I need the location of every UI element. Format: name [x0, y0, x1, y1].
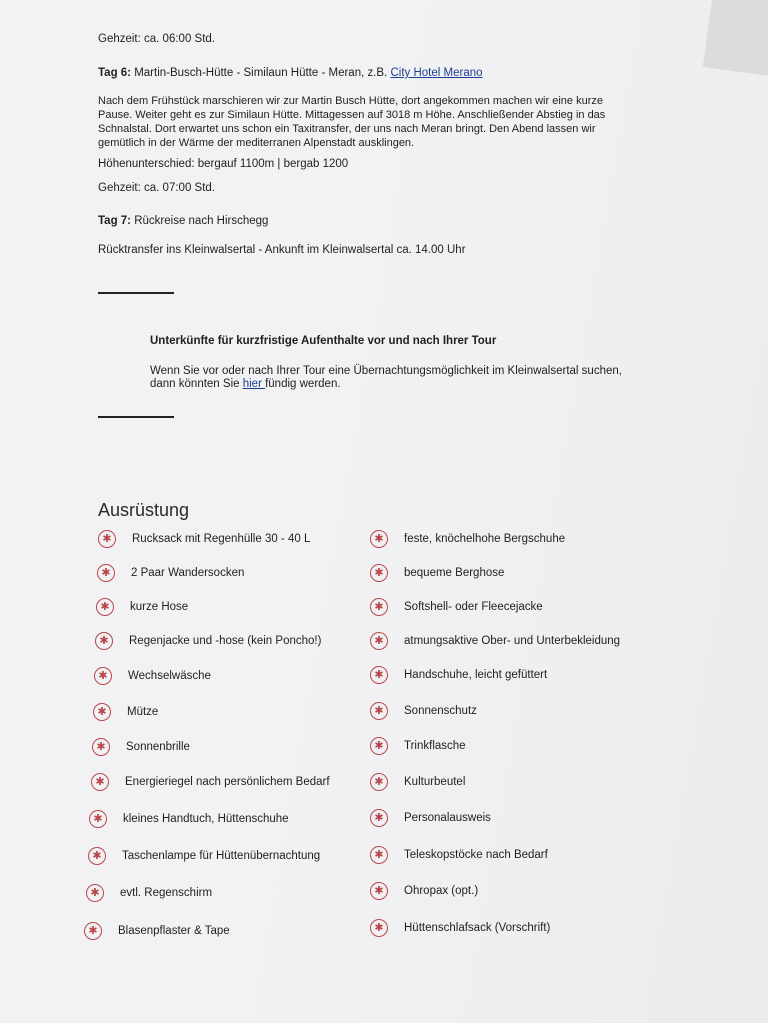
equipment-left-label: Rucksack mit Regenhülle 30 - 40 L	[132, 533, 311, 545]
day6-label: Tag 6:	[98, 67, 132, 79]
equipment-right-label: Softshell- oder Fleecejacke	[404, 601, 543, 613]
equipment-right-item	[370, 598, 543, 616]
asterisk-badge-icon: ✱	[96, 598, 114, 616]
gehzeit-day5: Gehzeit: ca. 06:00 Std.	[98, 33, 215, 45]
asterisk-badge-icon: ✱	[86, 884, 104, 902]
asterisk-badge-icon: ✱	[95, 632, 113, 650]
day7-label: Tag 7:	[98, 215, 132, 227]
asterisk-badge-icon: ✱	[89, 810, 107, 828]
page-corner	[703, 0, 768, 76]
asterisk-badge-icon: ✱	[370, 882, 388, 900]
accommodation-title: Unterkünfte für kurzfristige Aufenthalte vor und nach Ihrer Tour	[150, 335, 497, 347]
accommodation-line2-pre: dann könnten Sie	[150, 378, 243, 390]
asterisk-badge-icon: ✱	[97, 564, 115, 582]
equipment-left-item	[94, 667, 211, 685]
equipment-right-label: Kulturbeutel	[404, 776, 466, 788]
equipment-left-label: Blasenpflaster & Tape	[118, 925, 230, 937]
equipment-right-item	[370, 773, 465, 791]
day6-heading	[98, 66, 483, 80]
equipment-right-label: Teleskopstöcke nach Bedarf	[404, 849, 548, 861]
equipment-right-label: Sonnenschutz	[404, 705, 477, 717]
asterisk-badge-icon: ✱	[370, 702, 388, 720]
asterisk-badge-icon: ✱	[370, 737, 388, 755]
equipment-right-label: bequeme Berghose	[404, 567, 505, 579]
equipment-title: Ausrüstung	[98, 500, 190, 520]
asterisk-badge-icon: ✱	[91, 773, 109, 791]
asterisk-badge-icon: ✱	[370, 666, 388, 684]
asterisk-badge-icon: ✱	[370, 530, 388, 548]
equipment-left-label: Mütze	[127, 706, 159, 718]
equipment-left-item	[97, 564, 244, 582]
equipment-left-label: evtl. Regenschirm	[120, 887, 213, 899]
day7-description: Rücktransfer ins Kleinwalsertal - Ankunft im Kleinwalsertal ca. 14.00 Uhr	[98, 244, 466, 256]
equipment-right-item	[370, 737, 466, 755]
day7-heading	[98, 214, 268, 228]
asterisk-badge-icon: ✱	[370, 598, 388, 616]
equipment-left-label: Regenjacke und -hose (kein Poncho!)	[129, 635, 322, 647]
equipment-left-item	[91, 773, 330, 791]
equipment-left-label: Taschenlampe für Hüttenübernachtung	[122, 850, 321, 862]
equipment-right-label: Hüttenschlafsack (Vorschrift)	[404, 922, 551, 934]
day7-route: Rückreise nach Hirschegg	[131, 215, 269, 227]
equipment-left-item	[98, 530, 310, 548]
day6-gehzeit: Gehzeit: ca. 07:00 Std.	[98, 182, 215, 194]
divider-2	[98, 416, 174, 418]
asterisk-badge-icon: ✱	[94, 667, 112, 685]
equipment-right-item	[370, 846, 548, 864]
accommodation-line2	[150, 377, 341, 391]
asterisk-badge-icon: ✱	[88, 847, 106, 865]
equipment-right-label: atmungsaktive Ober- und Unterbekleidung	[404, 635, 621, 647]
equipment-left-item	[93, 703, 158, 721]
asterisk-badge-icon: ✱	[370, 632, 388, 650]
equipment-right-item	[370, 530, 565, 548]
day6-elevation: Höhenunterschied: bergauf 1100m | bergab 1200	[98, 158, 349, 170]
asterisk-badge-icon: ✱	[93, 703, 111, 721]
asterisk-badge-icon: ✱	[370, 809, 388, 827]
equipment-right-label: Ohropax (opt.)	[404, 885, 479, 897]
equipment-right-label: Personalausweis	[404, 812, 491, 824]
equipment-left-item	[88, 847, 320, 865]
equipment-left-label: Energieriegel nach persönlichem Bedarf	[125, 776, 330, 788]
equipment-right-item	[370, 919, 550, 937]
equipment-left-label: kleines Handtuch, Hüttenschuhe	[123, 813, 289, 825]
accommodation-line1: Wenn Sie vor oder nach Ihrer Tour eine Übernachtungsmöglichkeit im Kleinwalsertal suchen,	[150, 365, 622, 377]
equipment-left-label: 2 Paar Wandersocken	[131, 567, 245, 579]
equipment-right-item	[370, 702, 477, 720]
city-hotel-merano-link[interactable]: City Hotel Merano	[390, 67, 483, 79]
asterisk-badge-icon: ✱	[84, 922, 102, 940]
divider-1	[98, 292, 174, 294]
equipment-right-label: Handschuhe, leicht gefüttert	[404, 669, 548, 681]
equipment-right-item	[370, 882, 478, 900]
asterisk-badge-icon: ✱	[98, 530, 116, 548]
equipment-left-label: Sonnenbrille	[126, 741, 190, 753]
asterisk-badge-icon: ✱	[92, 738, 110, 756]
equipment-right-item	[370, 564, 504, 582]
equipment-right-item	[370, 666, 547, 684]
equipment-left-item	[84, 922, 230, 940]
day6-description: Nach dem Frühstück marschieren wir zur Martin Busch Hütte, dort angekommen machen wir eine kurze Pause. Weiter geht es zur Similaun Hütte. Mittagessen auf 3018 m Höhe. Anschließender Abstieg in das Schnalstal. Dort erwartet uns schon ein Taxitransfer, der uns nach Meran bringt. Den Abend lassen wir gemütlich in der Wärme der mediterranen Alpenstadt ausklingen.	[98, 95, 606, 149]
equipment-left-item	[96, 598, 188, 616]
equipment-left-item	[89, 810, 289, 828]
equipment-right-label: Trinkflasche	[404, 740, 466, 752]
hier-link[interactable]: hier	[242, 378, 266, 390]
equipment-left-item	[92, 738, 190, 756]
equipment-left-label: kurze Hose	[130, 601, 189, 613]
asterisk-badge-icon: ✱	[370, 846, 388, 864]
equipment-left-item	[86, 884, 212, 902]
day6-route: Martin-Busch-Hütte - Similaun Hütte - Meran, z.B.	[131, 67, 391, 79]
equipment-right-item	[370, 632, 620, 650]
accommodation-line2-post: fündig werden.	[265, 378, 341, 390]
equipment-left-label: Wechselwäsche	[128, 670, 211, 682]
equipment-right-label: feste, knöchelhohe Bergschuhe	[404, 533, 566, 545]
asterisk-badge-icon: ✱	[370, 773, 388, 791]
asterisk-badge-icon: ✱	[370, 919, 388, 937]
equipment-right-item	[370, 809, 491, 827]
equipment-left-item	[95, 632, 321, 650]
asterisk-badge-icon: ✱	[370, 564, 388, 582]
